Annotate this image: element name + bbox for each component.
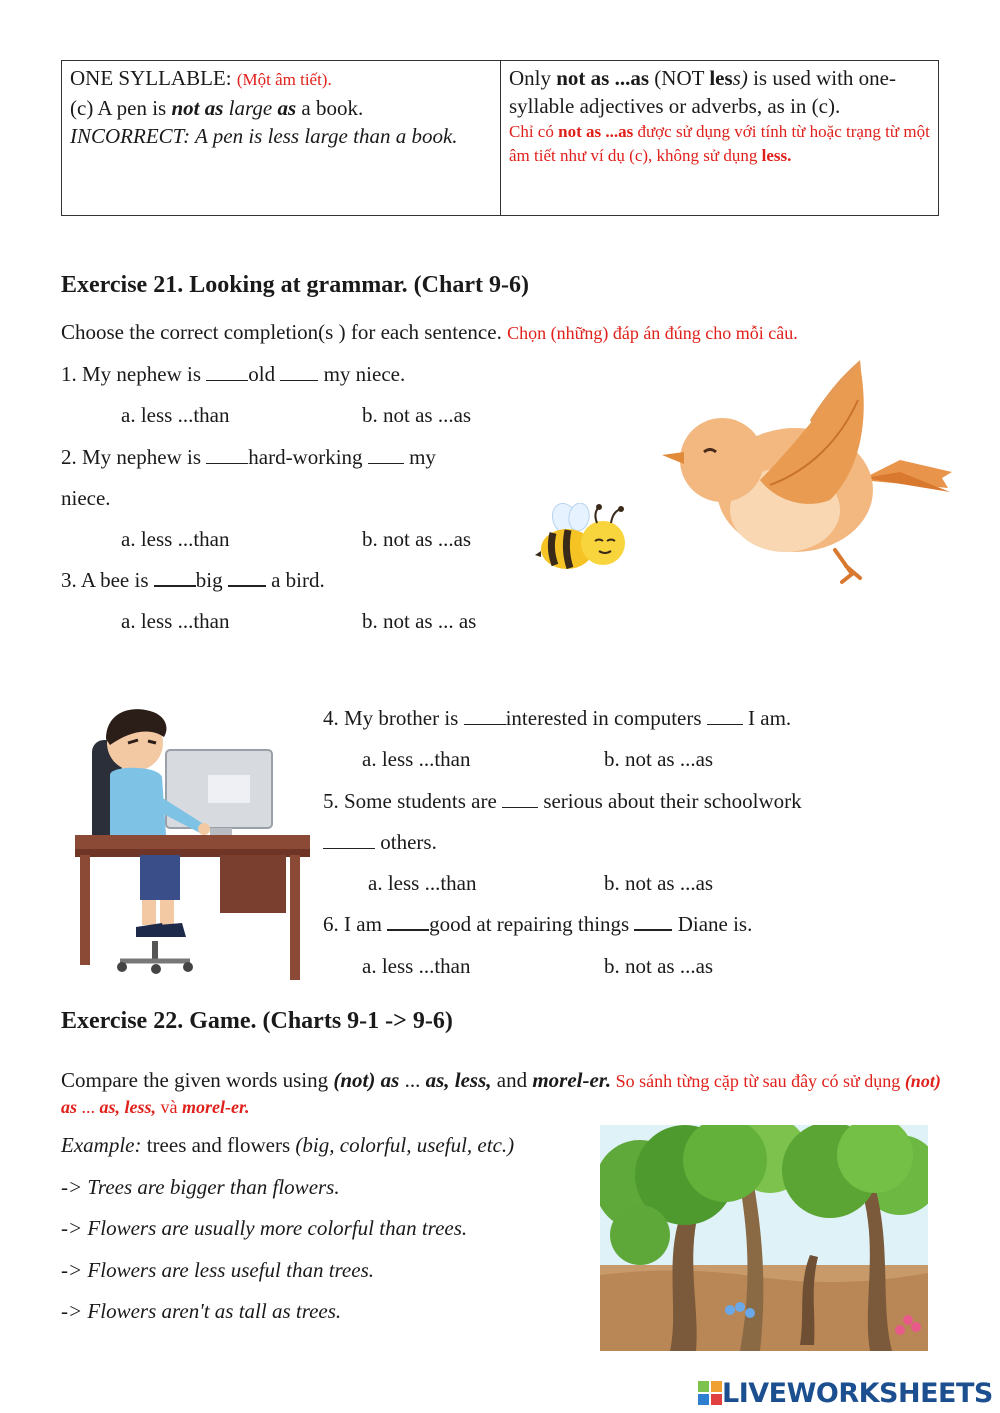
rule-explanation-vi bbox=[509, 120, 930, 168]
q1-mid: old bbox=[248, 362, 281, 386]
question-5 bbox=[323, 789, 802, 814]
rule-example-cell bbox=[62, 61, 501, 215]
rule-explanation-cell bbox=[501, 61, 938, 215]
rule-vi-text: Chỉ có bbox=[509, 122, 559, 141]
instruction-text: Choose the correct completion(s ) for each sentence. bbox=[61, 320, 502, 344]
ex22-vi-text: So sánh từng cặp từ sau đây có sử dụng bbox=[611, 1071, 905, 1091]
rule-explanation-not-as: not as ...as bbox=[556, 66, 650, 90]
rule-heading-vi: (Một âm tiết). bbox=[236, 70, 332, 89]
q3-pre: 3. A bee is bbox=[61, 568, 154, 592]
q4-blank-2[interactable] bbox=[707, 708, 743, 725]
rule-example-as: as bbox=[277, 96, 297, 120]
q4-blank-1[interactable] bbox=[464, 708, 506, 725]
q5-continued bbox=[323, 830, 437, 855]
question-2 bbox=[61, 445, 436, 470]
ex22-instr-and: and bbox=[491, 1068, 533, 1092]
rule-explanation-paren: (NOT bbox=[649, 66, 710, 90]
exercise-22-instruction bbox=[61, 1068, 941, 1120]
q3-option-b[interactable]: b. not as ... as bbox=[362, 609, 477, 633]
rule-example-end: a book. bbox=[296, 96, 364, 120]
q2-mid: hard-working bbox=[248, 445, 368, 469]
rule-explanation-rest: is used with one-syllable adjectives or adverbs, as in (c). bbox=[509, 66, 896, 118]
bee-illustration bbox=[535, 503, 630, 581]
q3-blank-1[interactable] bbox=[154, 569, 196, 587]
q6-blank-1[interactable] bbox=[387, 913, 429, 931]
rule-vi-rest: được sử dụng với tính từ hoặc trạng từ một âm tiết như ví dụ (c), không sử dụng bbox=[509, 122, 930, 165]
liveworksheets-logo-text: LIVEWORKSHEETS bbox=[722, 1377, 993, 1409]
q5-option-b[interactable]: b. not as ...as bbox=[604, 871, 714, 895]
ex22-instr-dots: ... bbox=[399, 1068, 426, 1092]
rule-example-not-as: not as bbox=[171, 96, 224, 120]
example-text: trees and flowers bbox=[141, 1133, 296, 1157]
q5-blank-1[interactable] bbox=[502, 791, 538, 808]
rule-explanation-less-end: s) bbox=[732, 66, 748, 90]
q2-blank-1[interactable] bbox=[206, 447, 248, 464]
q1-pre: 1. My nephew is bbox=[61, 362, 207, 386]
forest-illustration bbox=[600, 1125, 928, 1351]
question-6 bbox=[323, 912, 752, 937]
exercise-22-title: Exercise 22. Game. (Charts 9-1 -> 9-6) bbox=[61, 1008, 453, 1034]
q2-pre: 2. My nephew is bbox=[61, 445, 207, 469]
rule-explanation-text: Only bbox=[509, 66, 557, 90]
q2-option-b[interactable]: b. not as ...as bbox=[362, 527, 472, 551]
instruction-vi: Chọn (những) đáp án đúng cho mỗi câu. bbox=[507, 323, 798, 343]
example-answer-3: -> Flowers are less useful than trees. bbox=[61, 1258, 375, 1282]
rule-heading: ONE SYLLABLE: bbox=[70, 66, 232, 90]
q1-post: my niece. bbox=[318, 362, 406, 386]
question-3 bbox=[61, 568, 325, 593]
q5-mid: serious about their schoolwork bbox=[538, 789, 802, 813]
ex22-vi-not-as: (not) as bbox=[61, 1071, 941, 1117]
q2-continued: niece. bbox=[61, 486, 111, 510]
q6-option-b[interactable]: b. not as ...as bbox=[604, 954, 714, 978]
ex22-vi-and: và bbox=[156, 1097, 183, 1117]
q6-option-a[interactable]: a. less ...than bbox=[362, 954, 471, 978]
q1-blank-1[interactable] bbox=[206, 364, 248, 381]
ex22-vi-dots: ... bbox=[77, 1097, 100, 1117]
liveworksheets-logo-icon bbox=[698, 1381, 722, 1405]
question-1 bbox=[61, 362, 405, 387]
q4-option-a[interactable]: a. less ...than bbox=[362, 747, 471, 771]
q3-option-a[interactable]: a. less ...than bbox=[121, 609, 230, 633]
example-answer-1: -> Trees are bigger than flowers. bbox=[61, 1175, 340, 1199]
q3-post: a bird. bbox=[265, 568, 325, 592]
rule-example-text: (c) A pen is bbox=[70, 96, 172, 120]
ex22-instr-more: morel-er. bbox=[532, 1068, 612, 1092]
example-line bbox=[61, 1133, 514, 1158]
exercise-21-instruction bbox=[61, 320, 798, 345]
q2-post: my bbox=[403, 445, 436, 469]
ex22-vi-as-less: as, less, bbox=[99, 1097, 157, 1117]
q3-blank-2[interactable] bbox=[228, 569, 266, 587]
ex22-vi-more: morel-er. bbox=[182, 1097, 250, 1117]
q4-post: I am. bbox=[742, 706, 792, 730]
boy-computer-illustration bbox=[70, 705, 315, 985]
rule-vi-not-as: not as ...as bbox=[558, 122, 634, 141]
bird-illustration bbox=[660, 360, 955, 588]
ex22-instr-as-less: as, less, bbox=[425, 1068, 492, 1092]
q3-mid: big bbox=[195, 568, 228, 592]
q6-post: Diane is. bbox=[672, 912, 753, 936]
ex22-instr-text: Compare the given words using bbox=[61, 1068, 334, 1092]
q6-blank-2[interactable] bbox=[634, 913, 672, 931]
example-label: Example: bbox=[61, 1133, 142, 1157]
exercise-21-title: Exercise 21. Looking at grammar. (Chart 9-6) bbox=[61, 272, 529, 298]
question-4 bbox=[323, 706, 791, 731]
q6-mid: good at repairing things bbox=[429, 912, 635, 936]
q1-option-b[interactable]: b. not as ...as bbox=[362, 403, 472, 427]
q2-blank-2[interactable] bbox=[368, 447, 404, 464]
q2-option-a[interactable]: a. less ...than bbox=[121, 527, 230, 551]
q6-pre: 6. I am bbox=[323, 912, 388, 936]
q5-post: others. bbox=[375, 830, 437, 854]
liveworksheets-logo bbox=[698, 1376, 993, 1410]
example-answer-4: -> Flowers aren't as tall as trees. bbox=[61, 1299, 342, 1323]
example-hint: (big, colorful, useful, etc.) bbox=[295, 1133, 515, 1157]
q4-mid: interested in computers bbox=[505, 706, 707, 730]
q1-blank-2[interactable] bbox=[280, 364, 318, 381]
rule-example-adjective: large bbox=[223, 96, 278, 120]
q5-option-a[interactable]: a. less ...than bbox=[368, 871, 477, 895]
rule-vi-less: less. bbox=[761, 146, 792, 165]
q4-pre: 4. My brother is bbox=[323, 706, 464, 730]
q5-blank-2[interactable] bbox=[323, 832, 375, 849]
example-answer-2: -> Flowers are usually more colorful than trees. bbox=[61, 1216, 468, 1240]
ex22-instr-not-as: (not) as bbox=[333, 1068, 400, 1092]
rule-explanation-less: les bbox=[709, 66, 733, 90]
grammar-rule-table bbox=[61, 60, 939, 216]
q4-option-b[interactable]: b. not as ...as bbox=[604, 747, 714, 771]
q1-option-a[interactable]: a. less ...than bbox=[121, 403, 230, 427]
rule-incorrect-example: INCORRECT: A pen is less large than a book. bbox=[70, 124, 458, 148]
q5-pre: 5. Some students are bbox=[323, 789, 503, 813]
